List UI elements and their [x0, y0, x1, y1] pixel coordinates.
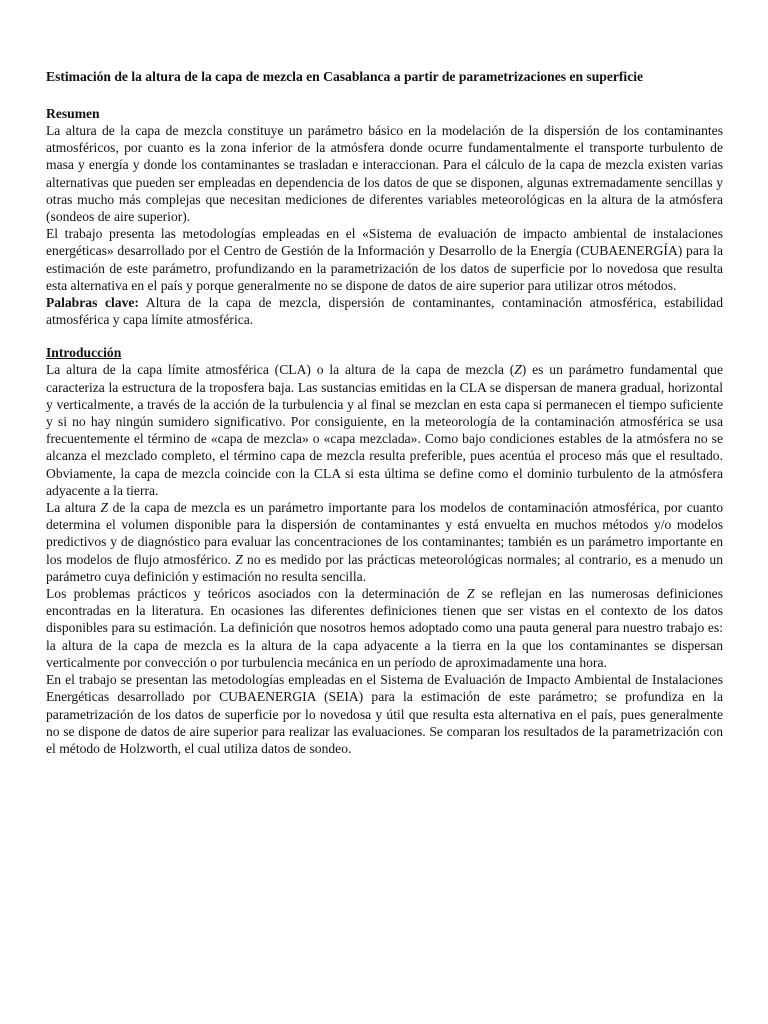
intro-p1-text-a: La altura de la capa límite atmosférica (CLA) o la altura de la capa de mezcla ( — [46, 362, 515, 378]
section-spacer — [46, 328, 723, 345]
resumen-heading: Resumen — [46, 106, 100, 121]
introduccion-paragraph-2 — [46, 499, 723, 585]
intro-p3-text-b: se reflejan en las numerosas definiciones encontradas en la literatura. En ocasiones las diferentes definiciones tienen que ser vistas en el contexto de los datos disponibles para su estimación. La definición que nosotros hemos adoptado como una pauta general para nuestro trabajo es: la altura de la capa de mezcla es la altura de la capa adyacente a la tierra en la que los contaminantes se dispersan verticalmente por convección o por turbulencia mecánica en un período de aproximadamente una hora. — [46, 586, 723, 670]
keywords-paragraph — [46, 294, 723, 328]
intro-p2-text-c: no es medido por las prácticas meteorológicas normales; al contrario, es a menudo un parámetro cuya definición y estimación no resulta sencilla. — [46, 551, 723, 584]
variable-z: Z — [514, 362, 522, 378]
keywords-label: Palabras clave: — [46, 295, 139, 311]
introduccion-heading: Introducción — [46, 345, 122, 361]
intro-p3-text-a: Los problemas prácticos y teóricos asociados con la determinación de — [46, 586, 467, 602]
introduccion-paragraph-1 — [46, 361, 723, 499]
intro-p2-text-a: La altura — [46, 500, 101, 516]
variable-z: Z — [100, 500, 109, 516]
introduccion-paragraph-4: En el trabajo se presentan las metodologías empleadas en el Sistema de Evaluación de Impacto Ambiental de Instalaciones Energéticas desarrollado por CUBAENERGIA (SEIA) para la estimación de este parámetro; se profundiza en la parametrización de los datos de superficie por lo novedosa y útil que resulta esta alternativa en el país, pues generalmente no se dispone de datos de aire superior para realizar las evaluaciones. Se comparan los resultados de la parametrización con el método de Holzworth, el cual utiliza datos de sondeo. — [46, 672, 723, 756]
document-title: Estimación de la altura de la capa de mezcla en Casablanca a partir de parametrizaciones en superficie — [46, 69, 644, 84]
variable-z: Z — [466, 586, 475, 602]
variable-z: Z — [235, 551, 243, 567]
resumen-paragraph-2: El trabajo presenta las metodologías empleadas en el «Sistema de evaluación de impacto ambiental de instalaciones energéticas» desarrollado por el Centro de Gestión de la Información y Desarrollo de la Energía (CUBAENERGÍA) para la estimación de este parámetro, profundizando en la parametrización de los datos de superficie por lo novedosa que resulta esta alternativa en el país y porque generalmente no se dispone de datos de aire superior para utilizar otros métodos. — [46, 226, 723, 293]
intro-p2-text-b: de la capa de mezcla es un parámetro importante para los modelos de contaminación atmosférica, por cuanto determina el volumen disponible para la dispersión de contaminantes y está envuelta en muchos métodos y/o modelos predictivos y de diagnóstico para evaluar las concentraciones de los contaminantes; también es un parámetro importante en los modelos de flujo atmosférico. — [46, 500, 723, 567]
introduccion-paragraph-3 — [46, 585, 723, 671]
intro-p1-text-b: ) es un parámetro fundamental que caracteriza la estructura de la troposfera baja. Las sustancias emitidas en la CLA se dispersan de manera gradual, horizontal y verticalmente, a través de la acción de la turbulencia y al final se mezclan en esta capa si permanecen el tiempo suficiente y si no hay ningún sumidero significativo. Por consiguiente, en la meteorología de la contaminación atmosférica se usa frecuentemente el término de «capa de mezcla» o «capa mezclada». Como bajo condiciones estables de la atmósfera no se alcanza el mezclado completo, el término capa de mezcla resulta preferible, pues acentúa el proceso más que el resultado. Obviamente, la capa de mezcla coincide con la CLA si esta última se define como el dominio turbulento de la atmósfera adyacente a la tierra. — [46, 362, 724, 498]
keywords-text: Altura de la capa de mezcla, dispersión de contaminantes, contaminación atmosférica, estabilidad atmosférica y capa límite atmosférica. — [46, 295, 723, 328]
document-page — [46, 68, 723, 757]
resumen-paragraph-1: La altura de la capa de mezcla constituye un parámetro básico en la modelación de la dispersión de los contaminantes atmosféricos, por cuanto es la zona inferior de la atmósfera donde ocurre fundamentalmente el transporte turbulento de masa y energía y donde los contaminantes se trasladan e interaccionan. Para el cálculo de la capa de mezcla existen varias alternativas que pueden ser empleadas en dependencia de los datos de que se disponen, algunas extremadamente sencillas y otras mucho más complejas que necesitan mediciones de diferentes variables meteorológicas en la altura de la atmósfera (sondeos de aire superior). — [46, 123, 723, 225]
